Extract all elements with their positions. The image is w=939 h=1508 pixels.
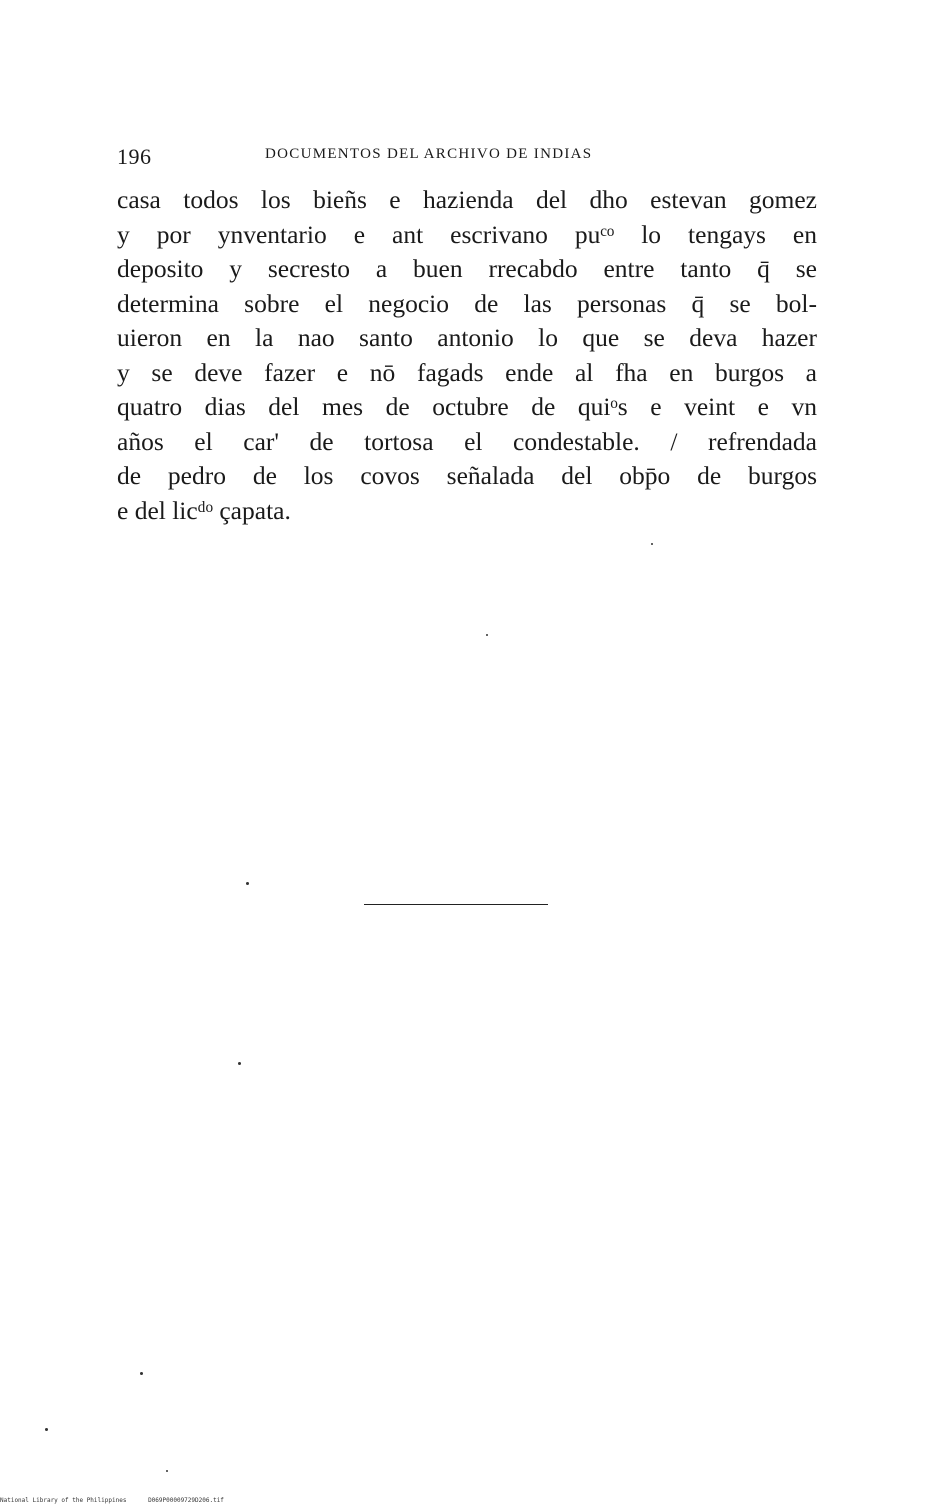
section-divider [364,904,548,905]
scan-speck [45,1428,48,1431]
scan-speck [246,882,249,885]
text-line: y por ynventario e ant escrivano puᶜᵒ lo tengays en [117,219,817,249]
scan-footer [0,1497,242,1504]
footer-file: D069P00009729D206.tif [148,1497,224,1504]
document-body [117,183,817,528]
scan-speck [651,543,653,545]
page-header [117,138,817,168]
footer-library: National Library of the Philippines [0,1497,127,1504]
scan-speck [238,1062,241,1065]
text-line: de pedro de los covos señalada del obp̄o de burgos [117,461,817,490]
running-head: DOCUMENTOS DEL ARCHIVO DE INDIAS [265,146,593,162]
text-line: quatro dias del mes de octubre de quiᵒs e veint e vn [117,392,817,421]
text-line: y se deve fazer e nō fagads ende al fha en burgos a [117,357,817,387]
scan-speck [166,1470,168,1472]
text-line: deposito y secresto a buen rrecabdo entre tanto q̄ se [117,254,817,283]
text-line: años el car' de tortosa el condestable. / refrendada [117,426,817,456]
page-number: 196 [117,144,152,169]
scan-speck [486,634,488,636]
text-line: uieron en la nao santo antonio lo que se deva hazer [117,323,817,352]
scan-speck [140,1372,143,1375]
text-line: casa todos los bieñs e hazienda del dho estevan gomez [117,185,817,214]
text-line: e del licᵈᵒ çapata. [117,495,291,525]
text-line: determina sobre el negocio de las personas q̄ se bol- [117,288,817,318]
